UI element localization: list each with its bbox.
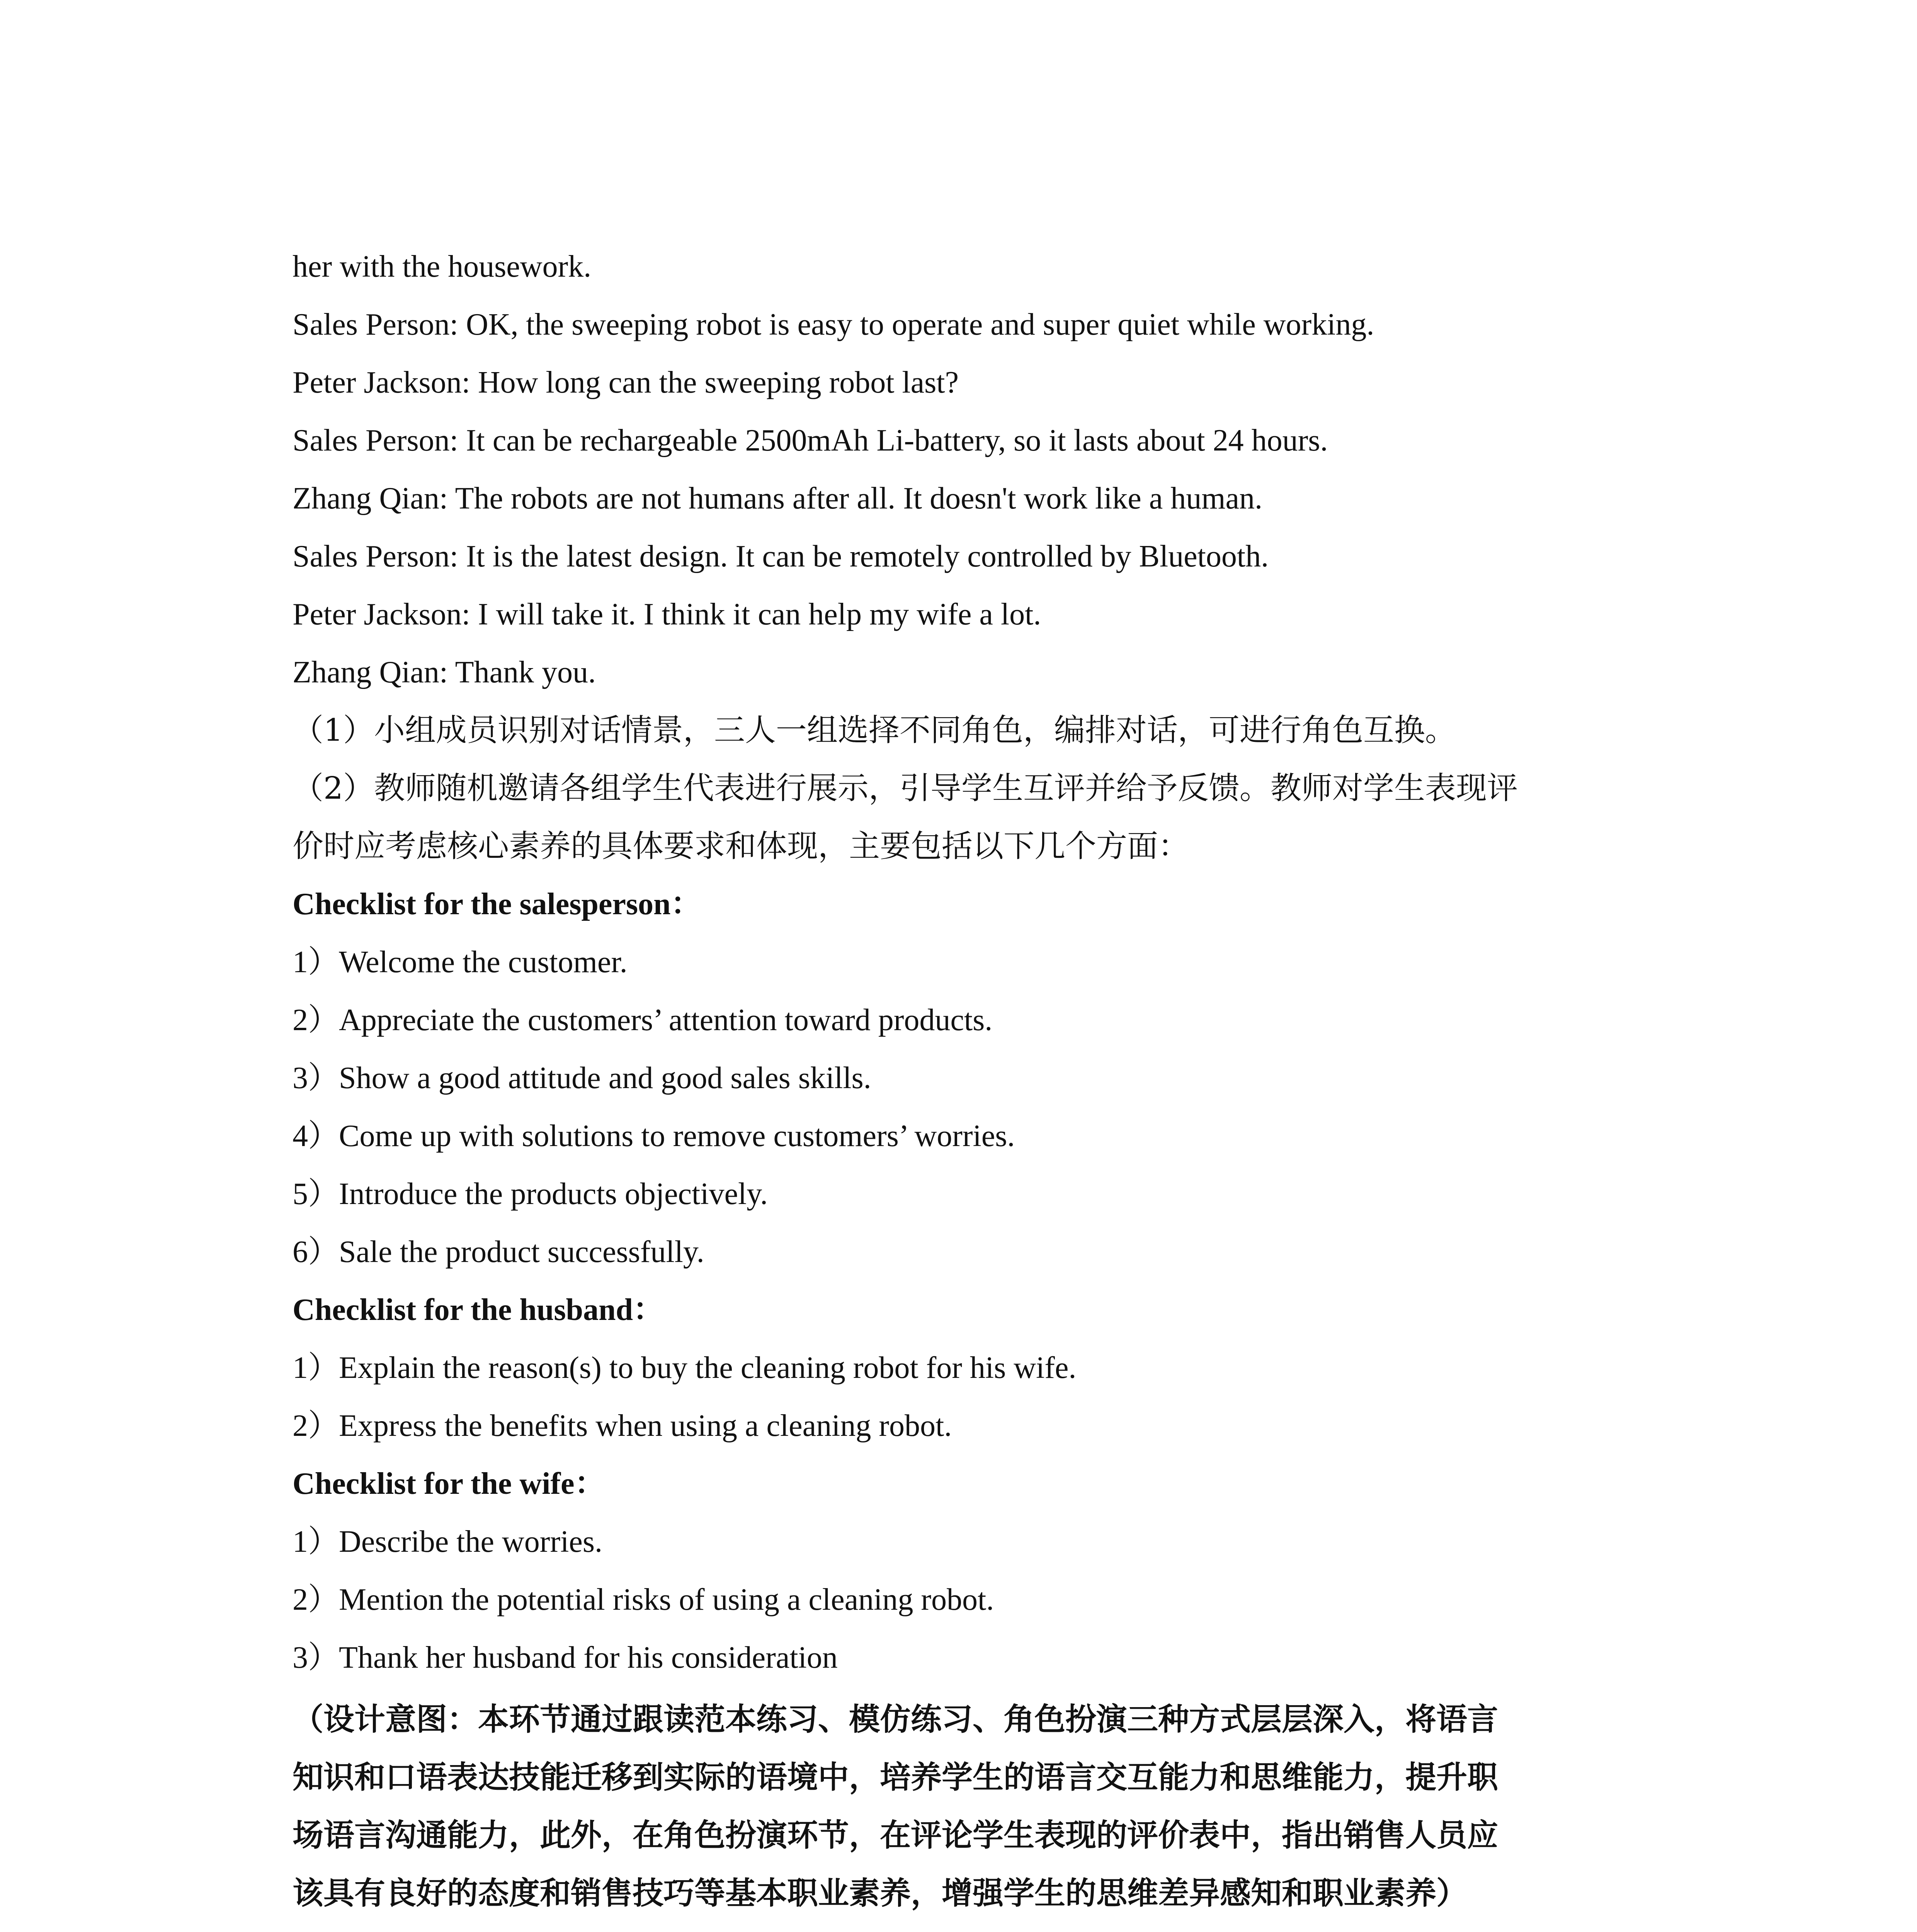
dialogue-line: Peter Jackson: How long can the sweeping robot last? bbox=[293, 366, 959, 400]
checklist-salesperson-title: Checklist for the salesperson： bbox=[293, 887, 702, 921]
design-intent-line: 该具有良好的态度和销售技巧等基本职业素养，增强学生的思维差异感知和职业素养） bbox=[293, 1875, 1467, 1911]
dialogue-line: Zhang Qian: Thank you. bbox=[293, 655, 596, 689]
dialogue-line: Sales Person: It is the latest design. It can be remotely controlled by Bluetooth. bbox=[293, 539, 1269, 573]
design-intent-line: 场语言沟通能力，此外，在角色扮演环节，在评论学生表现的评价表中，指出销售人员应 bbox=[293, 1817, 1498, 1853]
checklist-item: 1）Welcome the customer. bbox=[293, 945, 628, 979]
checklist-item: 3）Thank her husband for his consideration bbox=[293, 1641, 838, 1675]
design-intent-line: （设计意图：本环节通过跟读范本练习、模仿练习、角色扮演三种方式层层深入，将语言 bbox=[293, 1701, 1498, 1737]
checklist-item: 4）Come up with solutions to remove customers’ worries. bbox=[293, 1119, 1015, 1153]
checklist-item: 1）Describe the worries. bbox=[293, 1525, 602, 1559]
dialogue-line: Sales Person: OK, the sweeping robot is easy to operate and super quiet while working. bbox=[293, 308, 1374, 342]
checklist-item: 1）Explain the reason(s) to buy the cleaning robot for his wife. bbox=[293, 1351, 1077, 1385]
checklist-husband-title: Checklist for the husband： bbox=[293, 1293, 664, 1327]
dialogue-line: her with the housework. bbox=[293, 250, 592, 284]
dialogue-line: Zhang Qian: The robots are not humans after all. It doesn't work like a human. bbox=[293, 481, 1263, 515]
checklist-item: 2）Express the benefits when using a cleaning robot. bbox=[293, 1409, 952, 1443]
design-intent-line: 知识和口语表达技能迁移到实际的语境中，培养学生的语言交互能力和思维能力，提升职 bbox=[293, 1759, 1498, 1795]
instruction-line: （1）小组成员识别对话情景，三人一组选择不同角色，编排对话，可进行角色互换。 bbox=[293, 712, 1456, 748]
checklist-item: 2）Appreciate the customers’ attention toward products. bbox=[293, 1003, 993, 1037]
instruction-line: 价时应考虑核心素养的具体要求和体现，主要包括以下几个方面： bbox=[293, 828, 1189, 864]
checklist-item: 6）Sale the product successfully. bbox=[293, 1235, 704, 1269]
instruction-line: （2）教师随机邀请各组学生代表进行展示，引导学生互评并给予反馈。教师对学生表现评 bbox=[293, 770, 1518, 806]
checklist-item: 2）Mention the potential risks of using a cleaning robot. bbox=[293, 1583, 994, 1617]
checklist-item: 3）Show a good attitude and good sales skills. bbox=[293, 1061, 871, 1095]
dialogue-line: Sales Person: It can be rechargeable 2500mAh Li-battery, so it lasts about 24 hours. bbox=[293, 423, 1328, 457]
checklist-item: 5）Introduce the products objectively. bbox=[293, 1177, 768, 1211]
dialogue-line: Peter Jackson: I will take it. I think it can help my wife a lot. bbox=[293, 597, 1041, 631]
checklist-wife-title: Checklist for the wife： bbox=[293, 1467, 606, 1501]
